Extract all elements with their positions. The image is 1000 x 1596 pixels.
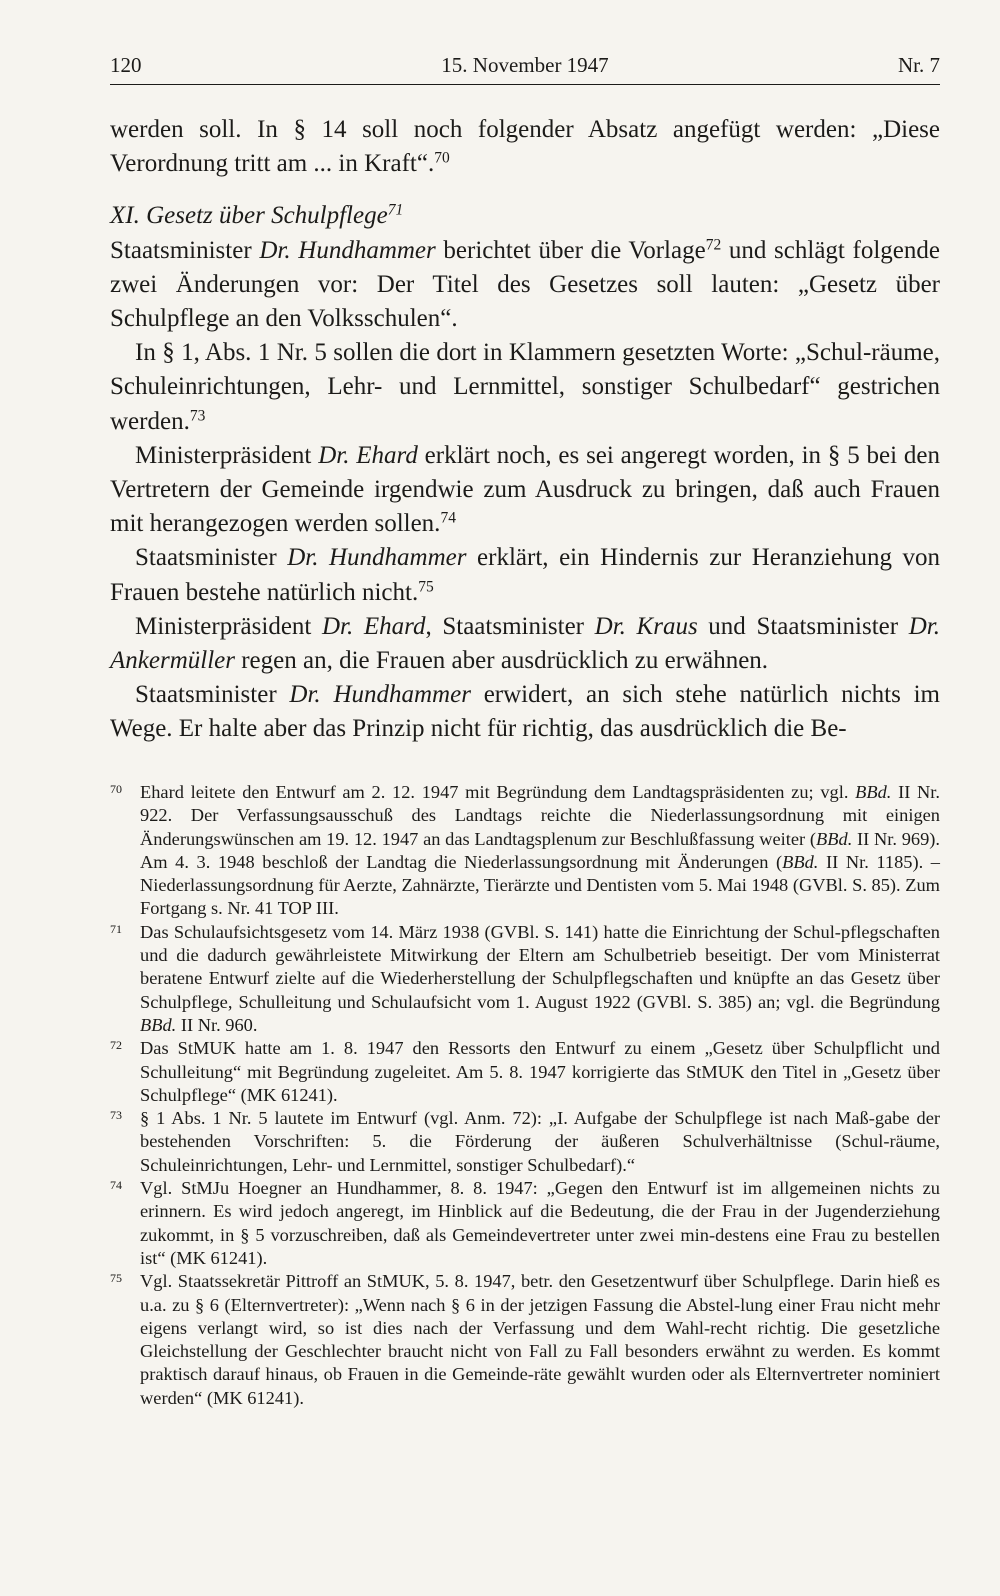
text-run: Staatsminister <box>135 681 290 709</box>
footnote-ref-71[interactable]: 71 <box>387 201 404 219</box>
footnote-number: 72 <box>110 1038 122 1053</box>
person-name: Dr. Kraus <box>594 612 698 640</box>
person-name: Dr. Ehard <box>318 441 418 469</box>
person-name: Dr. Ankermüller <box>110 612 940 675</box>
person-name: Dr. Hundhammer <box>259 236 436 264</box>
footnote-ref-75[interactable]: 75 <box>418 578 434 596</box>
paragraph-6 <box>110 610 940 678</box>
text-run: Das Schulaufsichtsgesetz vom 14. März 1938 (GVBl. S. 141) hatte die Einrichtung der Schul-pflegschaften und die dadurch gewährleistete Mitwirkung der Eltern am Schulbetrieb beseitigt. Der vom Ministerrat beratene Entwurf zielte auf die Wiederherstellung der Schulpflegschaften und knüpfte an das Gesetz über Schulpflege, Schulleitung und Schulaufsicht vom 1. August 1922 (GVBl. S. 385) an; vgl. die Begründung <box>140 921 940 1012</box>
text-run: II Nr. 1185). – Niederlassungsordnung für Aerzte, Zahnärzte, Tierärzte und Dentisten vom 5. Mai 1948 (GVBl. S. 85). Zum Fortgang s. Nr. 41 TOP III. <box>140 851 940 919</box>
text-run: II Nr. 960. <box>176 1014 258 1035</box>
text-run: Staatsminister <box>135 544 288 572</box>
paragraph-3 <box>110 336 940 439</box>
header-issue: Nr. 7 <box>898 53 940 77</box>
page-number: 120 <box>110 53 142 77</box>
text-run: berichtet über die Vorlage <box>435 236 706 264</box>
text-run: II Nr. 922. Der Verfassungsausschuß des Landtags reichte die Niederlassungsordnung mit einigen Änderungswünschen am 19. 12. 1947 an das Landtagsplenum zur Beschlußfassung weiter ( <box>140 782 940 849</box>
paragraph-4 <box>110 439 940 542</box>
person-name: Dr. Hundhammer <box>289 681 471 709</box>
footnote-number: 71 <box>110 921 122 936</box>
text-run: XI. Gesetz über Schulpflege <box>110 202 388 230</box>
person-name: Dr. Hundhammer <box>287 544 467 572</box>
paragraph-7 <box>110 678 940 746</box>
footnote-74 <box>110 1177 940 1270</box>
footnote-number: 70 <box>110 782 122 796</box>
running-header <box>110 48 940 82</box>
text-run: BBd. <box>782 851 819 872</box>
footnote-73 <box>110 1107 940 1177</box>
text-run: BBd. <box>855 782 892 802</box>
text-run: Staatsminister <box>110 236 260 264</box>
footnote-ref-72[interactable]: 72 <box>705 236 722 254</box>
text-run: II Nr. 969). Am 4. 3. 1948 beschloß der Landtag die Niederlassungsordnung mit Änderungen ( <box>140 828 940 872</box>
paragraph-5 <box>110 541 940 609</box>
footnote-number: 75 <box>110 1271 122 1286</box>
footnote-72 <box>110 1037 940 1107</box>
text-run: Ministerpräsident <box>135 441 319 469</box>
text-run: und schlägt folgende zwei Änderungen vor: Der Titel des Gesetzes soll lauten: „Gesetz über Schulpflege an den Volksschulen“. <box>110 236 940 333</box>
paragraph-2 <box>110 234 940 337</box>
text-run: Ministerpräsident <box>135 612 322 640</box>
text-run: In § 1, Abs. 1 Nr. 5 sollen die dort in Klammern gesetzten Worte: „Schul-räume, Schuleinrichtungen, Lehr- und Lernmittel, sonstiger Schulbedarf“ gestrichen werden. <box>110 339 940 435</box>
footnote-number: 73 <box>110 1108 122 1123</box>
paragraph-1 <box>110 113 940 181</box>
text-run: BBd. <box>140 1014 177 1035</box>
text-run: und Staatsminister <box>697 612 909 640</box>
text-run: § 1 Abs. 1 Nr. 5 lautete im Entwurf (vgl. Anm. 72): „I. Aufgabe der Schulpflege ist nach Maß-gabe der bestehenden Vorschriften: 5. die Förderung der äußeren Schulverhältnisse (Schul-räume, Schuleinrichtungen, Lehr- und Lernmittel, sonstiger Schulbedarf).“ <box>140 1108 940 1175</box>
text-run: regen an, die Frauen aber ausdrücklich zu erwähnen. <box>234 647 769 675</box>
footnotes <box>110 781 940 1410</box>
text-run: BBd. <box>816 828 853 849</box>
text-run: Das StMUK hatte am 1. 8. 1947 den Ressorts den Entwurf zu einem „Gesetz über Schulpflicht und Schulleitung“ mit Begründung zugeleitet. Am 5. 8. 1947 korrigierte das StMUK den Titel in „Gesetz über Schulpflege“ (MK 61241). <box>140 1038 940 1105</box>
text-run: Ehard leitete den Entwurf am 2. 12. 1947 mit Begründung dem Landtagspräsidenten zu; vgl. <box>140 782 856 802</box>
text-run: erwidert, an sich stehe natürlich nichts im Wege. Er halte aber das Prinzip nicht für richtig, das ausdrücklich die Be- <box>110 681 940 743</box>
text-run: Vgl. StMJu Hoegner an Hundhammer, 8. 8. 1947: „Gegen den Entwurf ist im allgemeinen nichts zu erinnern. Es wird jedoch angeregt, im Hinblick auf die Bedeutung, die der Frau in der Jugenderziehung zukommt, in § 5 vorzuschreiben, daß als Gemeindevertreter unter zwei min-destens eine Frau zu bestellen ist“ (MK 61241). <box>140 1178 940 1268</box>
text-run: Vgl. Staatssekretär Pittroff an StMUK, 5. 8. 1947, betr. den Gesetzentwurf über Schulpflege. Darin hieß es u.a. zu § 6 (Elternvertreter): „Wenn nach § 6 in der jetzigen Fassung die Abstel-lung einer Frau nicht mehr eigens verlangt wird, so ist dies nach der Verfassung und dem Wahl-recht richtig. Die gesetzliche Gleichstellung der Geschlechter braucht nicht von Fall zu Fall besonders erwähnt zu werden. Es kommt praktisch darauf hinaus, ob Frauen in die Gemeinde-räte gewählt wurden oder als Elternvertreter nominiert werden“ (MK 61241). <box>140 1271 940 1408</box>
text-run: erklärt noch, es sei angeregt worden, in § 5 bei den Vertretern der Gemeinde irgendwie zum Ausdruck zu bringen, daß auch Frauen mit herangezogen werden sollen. <box>110 441 941 538</box>
footnote-70 <box>110 781 940 921</box>
footnote-ref-73[interactable]: 73 <box>189 407 206 425</box>
footnote-ref-74[interactable]: 74 <box>440 509 456 527</box>
footnote-71 <box>110 921 940 1037</box>
header-date: 15. November 1947 <box>441 53 609 77</box>
header-rule <box>110 84 940 85</box>
main-text <box>110 113 940 747</box>
footnote-ref-70[interactable]: 70 <box>434 149 450 167</box>
text-run: erklärt, ein Hindernis zur Heranziehung von Frauen bestehe natürlich nicht. <box>110 544 940 606</box>
footnote-75 <box>110 1270 940 1410</box>
footnote-number: 74 <box>110 1178 122 1193</box>
text-run: werden soll. In § 14 soll noch folgender Absatz angefügt werden: „Diese Verordnung tritt am ... in Kraft“. <box>110 116 940 178</box>
person-name: Dr. Ehard <box>322 612 426 640</box>
text-run: , Staatsminister <box>425 612 595 640</box>
section-heading <box>110 199 940 233</box>
